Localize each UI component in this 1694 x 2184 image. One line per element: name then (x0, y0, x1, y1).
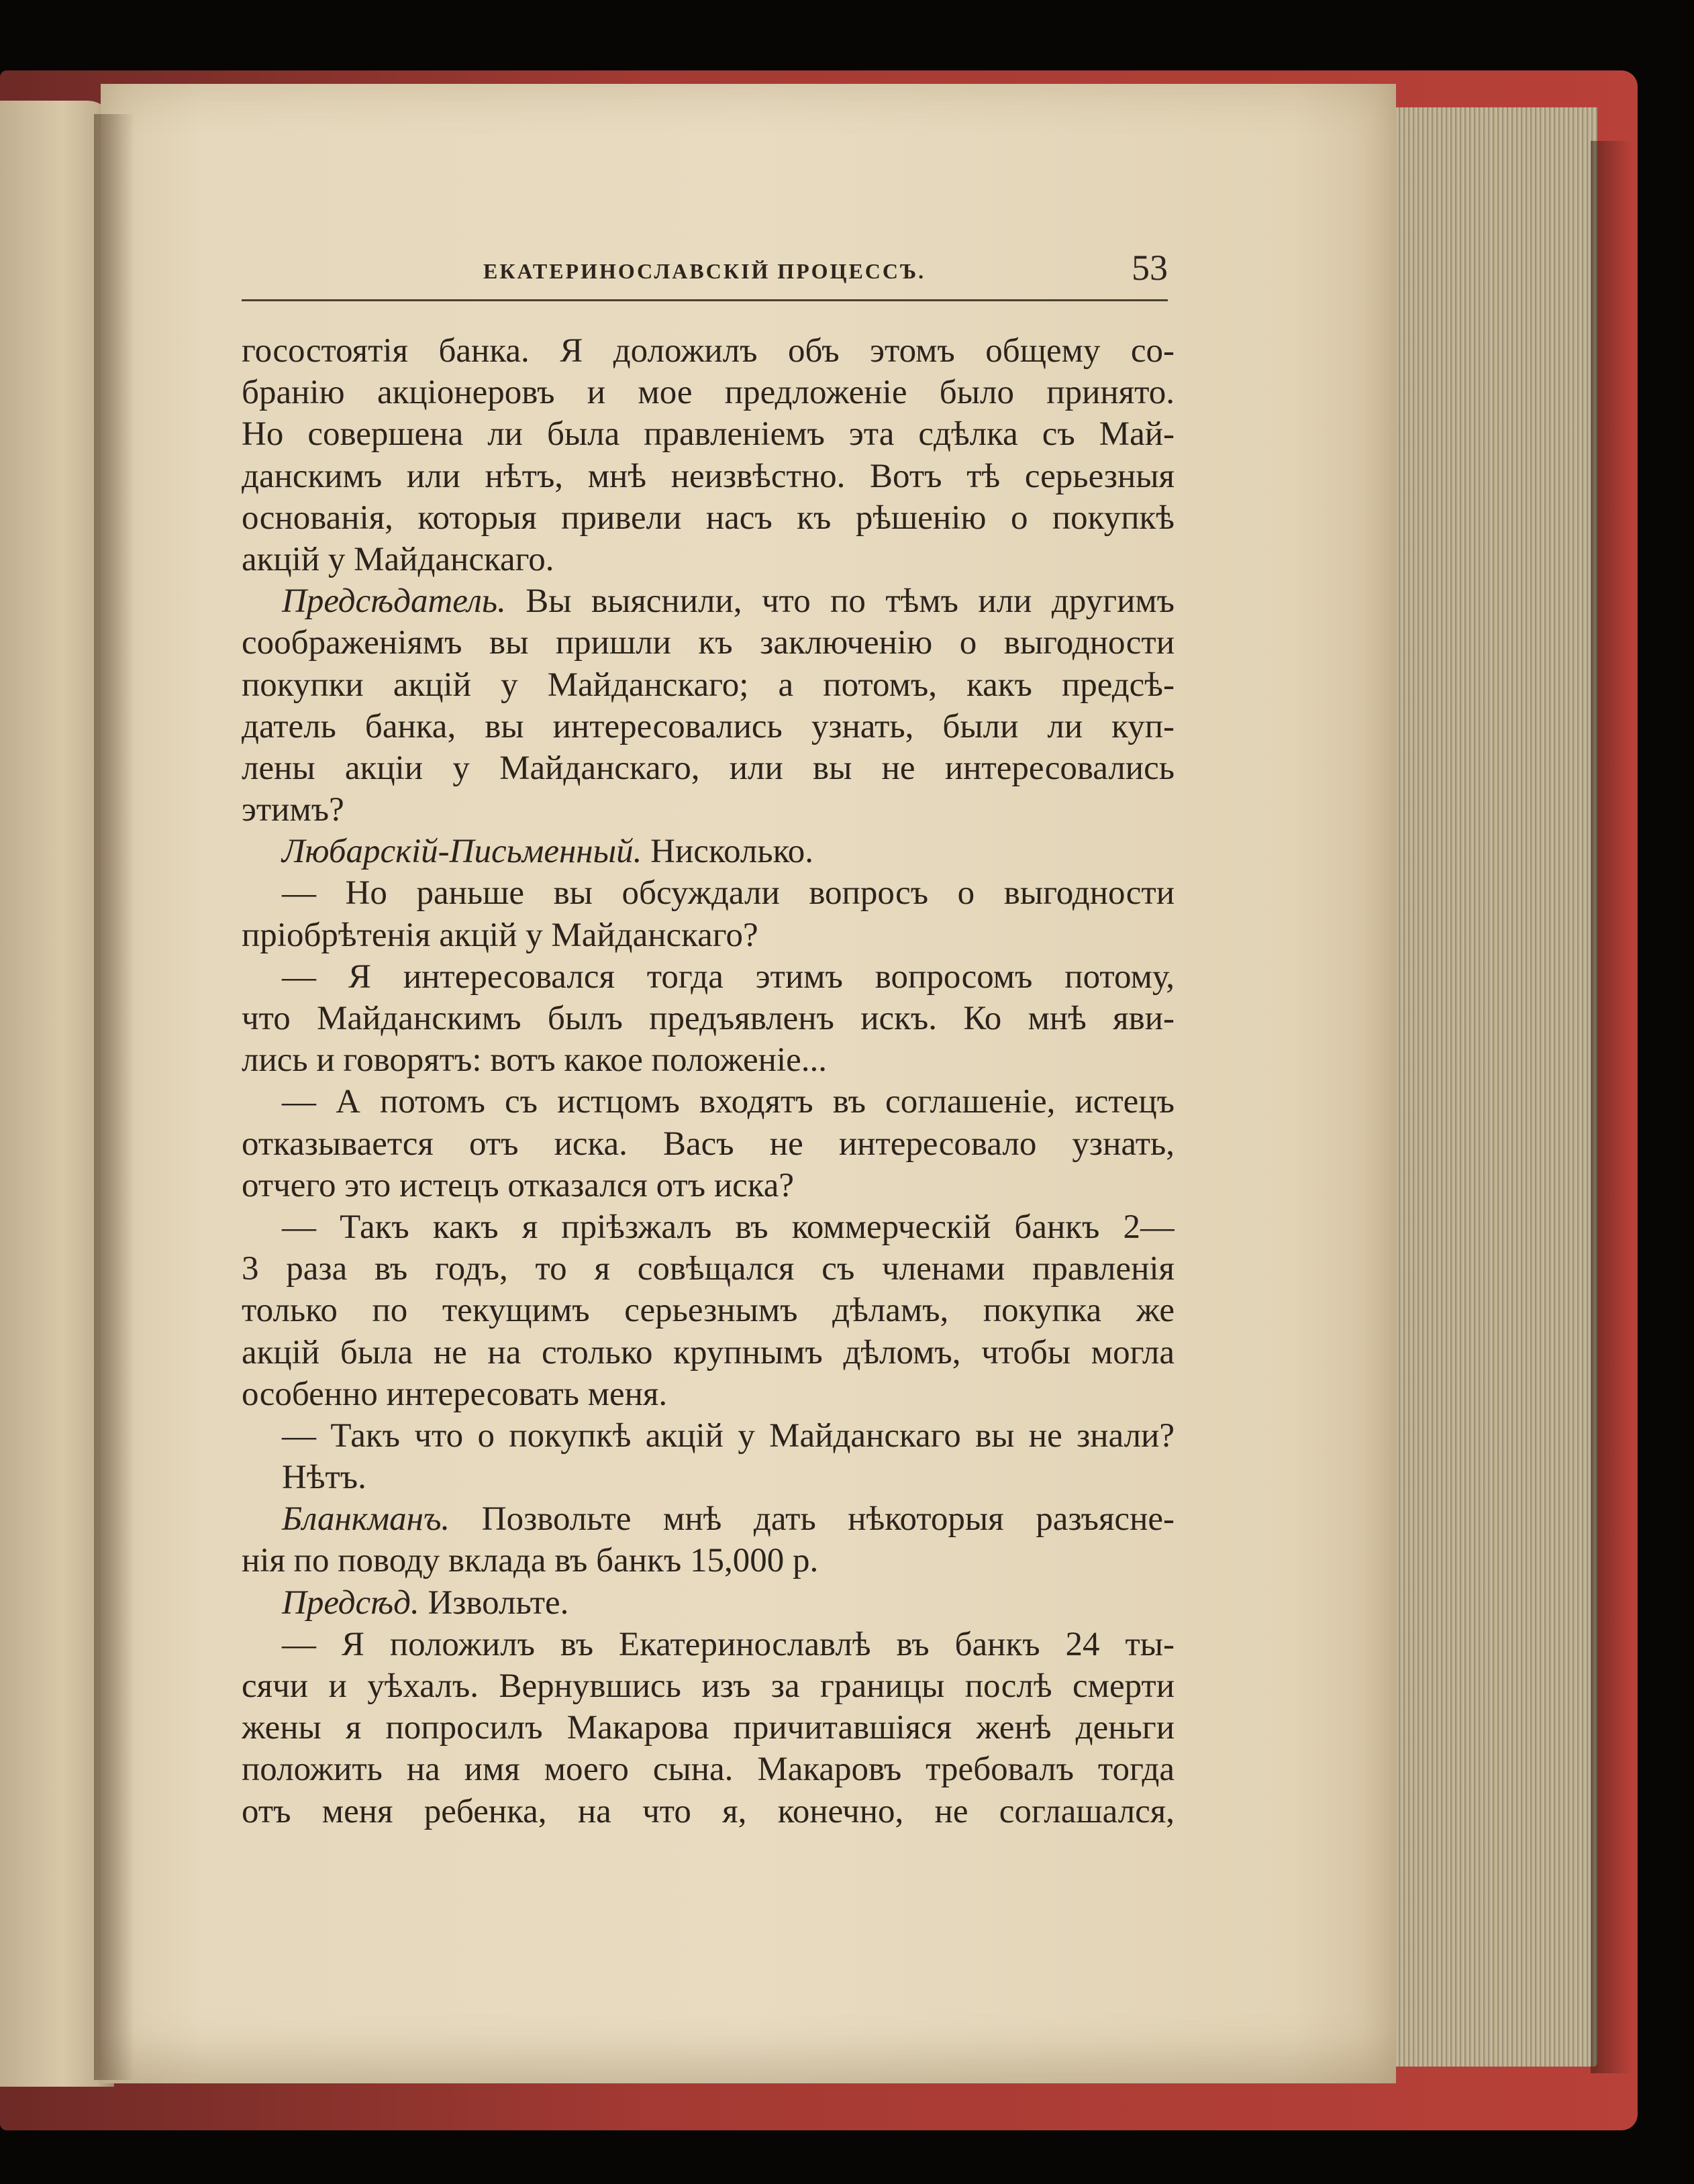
text-line (242, 1665, 1175, 1707)
line-text: соображеніямъ вы пришли къ заключенію о выгодности (242, 624, 1175, 662)
line-text: Нѣтъ. (282, 1459, 366, 1497)
text-line (242, 1540, 1175, 1581)
page-edges (1396, 107, 1597, 2067)
line-text: бранію акціонеровъ и мое предложеніе было принято. (242, 374, 1175, 412)
speaker-name: Бланкманъ. (282, 1500, 450, 1539)
text-line (242, 1123, 1175, 1165)
text-line (242, 872, 1175, 914)
line-text: нія по поводу вклада въ банкъ 15,000 р. (242, 1542, 819, 1580)
text-line (242, 915, 1175, 956)
line-text: акцій была не на столько крупнымъ дѣломъ, чтобы могла (242, 1333, 1175, 1371)
text-line (242, 1332, 1175, 1373)
header-rule (242, 299, 1168, 301)
text-line (242, 706, 1175, 747)
line-text: датель банка, вы интересовались узнать, были ли куп- (242, 707, 1175, 745)
text-line (242, 1498, 1175, 1540)
text-line (242, 622, 1175, 664)
text-line (242, 1373, 1175, 1415)
line-text: жены я попросилъ Макарова причитавшіяся женѣ деньги (242, 1709, 1175, 1747)
text-line (242, 1457, 1175, 1498)
text-line (242, 413, 1175, 455)
text-line (242, 1415, 1175, 1457)
line-text: положить на имя моего сына. Макаровъ требовалъ тогда (242, 1751, 1175, 1789)
line-text: Но совершена ли была правленіемъ эта сдѣлка съ Май- (242, 415, 1175, 454)
line-text: Позвольте мнѣ дать нѣкоторыя разъясне- (481, 1500, 1175, 1539)
text-line (242, 1624, 1175, 1665)
text-line (242, 1582, 1175, 1624)
text-line (242, 1290, 1175, 1331)
line-text: что Майданскимъ былъ предъявленъ искъ. Ко мнѣ яви- (242, 1000, 1175, 1037)
line-text: отказывается отъ иска. Васъ не интересовало узнать, (242, 1125, 1175, 1163)
text-line (242, 580, 1175, 622)
speaker-name: Предсѣдатель. (282, 582, 506, 621)
line-text: госостоятія банка. Я доложилъ объ этомъ общему со- (242, 332, 1175, 370)
line-text: только по текущимъ серьезнымъ дѣламъ, покупка же (242, 1292, 1175, 1330)
line-text: сячи и уѣхалъ. Вернувшись изъ за границы послѣ смерти (242, 1667, 1175, 1705)
line-text: — Я положилъ въ Екатеринославлѣ въ банкъ 24 ты- (282, 1625, 1175, 1663)
text-line (242, 1206, 1175, 1248)
line-text: — Такъ какъ я пріѣзжалъ въ коммерческій банкъ 2— (282, 1208, 1175, 1246)
text-line (242, 664, 1175, 706)
line-text: 3 раза въ годъ, то я совѣщался съ членами правленія (242, 1250, 1175, 1288)
line-text: основанія, которыя привели насъ къ рѣшенію о покупкѣ (242, 499, 1175, 537)
line-text: — Такъ что о покупкѣ акцій у Майданскаго вы не знали? (282, 1416, 1175, 1455)
line-text: акцій у Майданскаго. (242, 540, 554, 578)
text-line (242, 1791, 1175, 1832)
body-text (242, 330, 1175, 1832)
text-line (242, 1081, 1175, 1123)
text-line (242, 747, 1175, 789)
line-text: лены акціи у Майданскаго, или вы не интересовались (242, 749, 1175, 787)
line-text: отчего это истецъ отказался отъ иска? (242, 1166, 795, 1204)
line-text: Извольте. (428, 1583, 569, 1622)
line-text: — А потомъ съ истцомъ входятъ въ соглашеніе, истецъ (282, 1083, 1175, 1121)
line-text: покупки акцій у Майданскаго; а потомъ, какъ предсѣ- (242, 666, 1175, 704)
running-head (242, 242, 1168, 302)
running-head-title: ЕКАТЕРИНОСЛАВСКІЙ ПРОЦЕССЪ. (483, 259, 926, 283)
text-line (242, 1248, 1175, 1290)
text-line (242, 831, 1175, 872)
text-line (242, 497, 1175, 539)
text-line (242, 539, 1175, 580)
line-text: этимъ? (242, 791, 344, 829)
line-text: — Но раньше вы обсуждали вопросъ о выгодности (282, 874, 1175, 913)
page-gutter-shadow (94, 114, 134, 2080)
line-text: пріобрѣтенія акцій у Майданскаго? (242, 916, 758, 954)
line-text: Нисколько. (650, 833, 814, 871)
line-text: отъ меня ребенка, на что я, конечно, не соглашался, (242, 1792, 1175, 1830)
text-line (242, 1165, 1175, 1206)
page-edges-shadow (1591, 141, 1631, 2073)
line-text: Вы выяснили, что по тѣмъ или другимъ (526, 582, 1175, 621)
text-line (242, 372, 1175, 413)
text-line (242, 789, 1175, 831)
line-text: особенно интересовать меня. (242, 1375, 668, 1413)
text-line (242, 1707, 1175, 1749)
text-line (242, 956, 1175, 998)
text-line (242, 998, 1175, 1039)
line-text: лись и говорятъ: вотъ какое положеніе... (242, 1041, 828, 1080)
text-line (242, 1039, 1175, 1081)
text-line (242, 330, 1175, 372)
text-line (242, 456, 1175, 497)
page-number: 53 (1132, 248, 1168, 288)
line-text: данскимъ или нѣтъ, мнѣ неизвѣстно. Вотъ тѣ серьезныя (242, 457, 1175, 495)
text-line (242, 1749, 1175, 1790)
speaker-name: Любарскій-Письменный. (282, 833, 642, 871)
line-text: — Я интересовался тогда этимъ вопросомъ потому, (282, 957, 1175, 996)
speaker-name: Предсѣд. (282, 1583, 419, 1622)
